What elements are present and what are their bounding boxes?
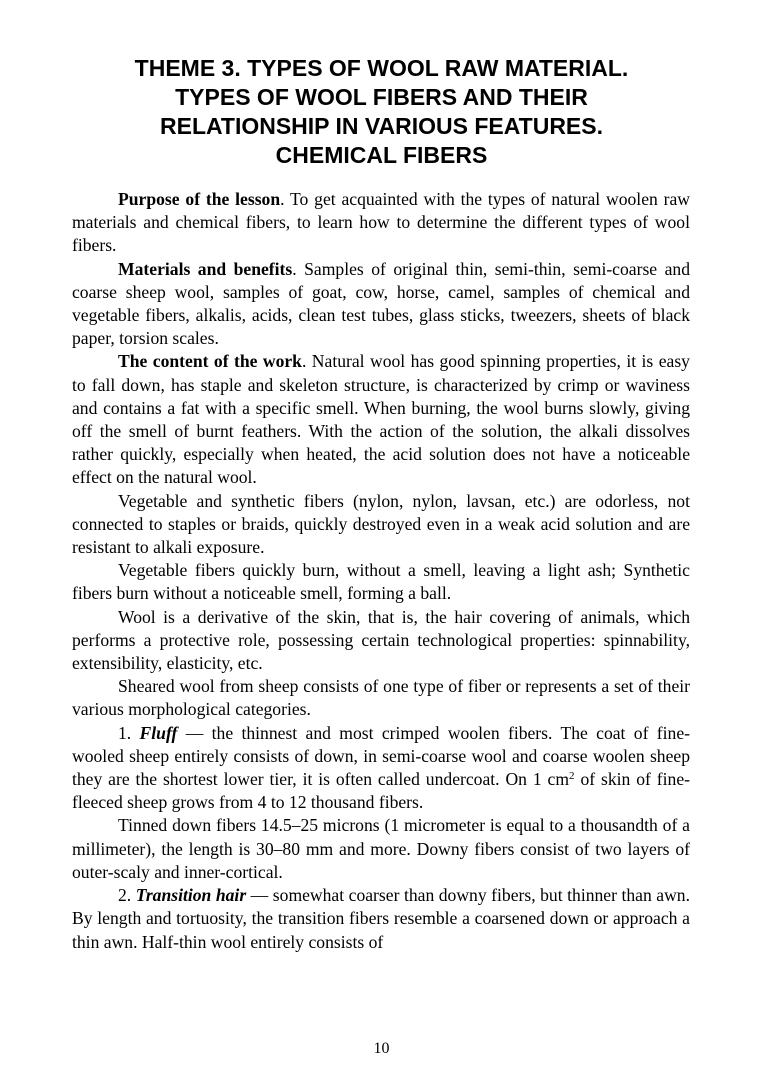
content-text: . Natural wool has good spinning properties, it is easy to fall down, has staple and skeleton structure, is characterized by crimp or waviness and contains a fat with a specific smell. When burning, the wool burns slowly, giving off the smell of burnt feathers. With the action of the solution, the alkali dissolves rather quickly, especially when heated, the acid solution does not have a noticeable effect on the natural wool. <box>72 351 690 488</box>
paragraph-content <box>72 350 690 489</box>
fluff-text-b: of skin of fine-fleeced sheep grows from 4 to 12 thousand fibers. <box>72 769 690 813</box>
paragraph-burning: Vegetable fibers quickly burn, without a smell, leaving a light ash; Synthetic fibers burn without a noticeable smell, forming a ball. <box>72 560 690 604</box>
paragraph-transition-hair <box>72 884 690 954</box>
materials-label: Materials and benefits <box>118 258 293 279</box>
fluff-number: 1. <box>118 722 140 743</box>
transition-term: Transition hair <box>135 885 247 906</box>
title-line-3: RELATIONSHIP IN VARIOUS FEATURES. <box>160 113 603 139</box>
transition-text: — somewhat coarser than downy fibers, but thinner than awn. By length and tortuosity, the transition fibers resemble a coarsened down or approach a thin awn. Half-thin wool entirely consists of <box>72 885 690 952</box>
fluff-text-a: — the thinnest and most crimped woolen fibers. The coat of fine-wooled sheep entirely consists of down, in semi-coarse wool and coarse woolen sheep they are the shortest lower tier, it is often called undercoat. On 1 cm <box>72 722 690 790</box>
paragraph-vegetable-synthetic: Vegetable and synthetic fibers (nylon, nylon, lavsan, etc.) are odorless, not connected to staples or braids, quickly destroyed even in a weak acid solution and are resistant to alkali exposure. <box>72 490 690 558</box>
page-title <box>60 54 703 170</box>
paragraph-materials <box>72 258 690 351</box>
page-number: 10 <box>373 1040 390 1057</box>
title-line-2: TYPES OF WOOL FIBERS AND THEIR <box>175 84 588 110</box>
title-line-1: THEME 3. TYPES OF WOOL RAW MATERIAL. <box>134 55 629 81</box>
purpose-text: . To get acquainted with the types of natural woolen raw materials and chemical fibers, to learn how to determine the different types of wool fibers. <box>72 189 690 256</box>
paragraph-fluff <box>72 722 690 815</box>
paragraph-purpose <box>72 188 690 258</box>
paragraph-down-fibers: Tinned down fibers 14.5–25 microns (1 micrometer is equal to a thousandth of a millimeter), the length is 30–80 mm and more. Downy fibers consist of two layers of outer-scaly and inner-cortical. <box>72 815 690 882</box>
purpose-label: Purpose of the lesson <box>118 189 281 209</box>
paragraph-sheared-wool: Sheared wool from sheep consists of one type of fiber or represents a set of their various morphological categories. <box>72 676 690 720</box>
paragraph-wool-definition: Wool is a derivative of the skin, that is, the hair covering of animals, which performs a protective role, possessing certain technological properties: spinnability, extensibility, elasticity, etc. <box>72 606 690 674</box>
title-line-4: CHEMICAL FIBERS <box>275 142 488 168</box>
fluff-term: Fluff <box>139 722 178 743</box>
content-label: The content of the work <box>118 351 302 372</box>
transition-number: 2. <box>118 885 136 906</box>
fluff-superscript: 2 <box>569 770 575 783</box>
body-text <box>72 188 690 954</box>
materials-text: . Samples of original thin, semi-thin, semi-coarse and coarse sheep wool, samples of goat, cow, horse, camel, samples of chemical and vegetable fibers, alkalis, acids, clean test tubes, glass sticks, tweezers, sheets of black paper, torsion scales. <box>72 258 690 349</box>
